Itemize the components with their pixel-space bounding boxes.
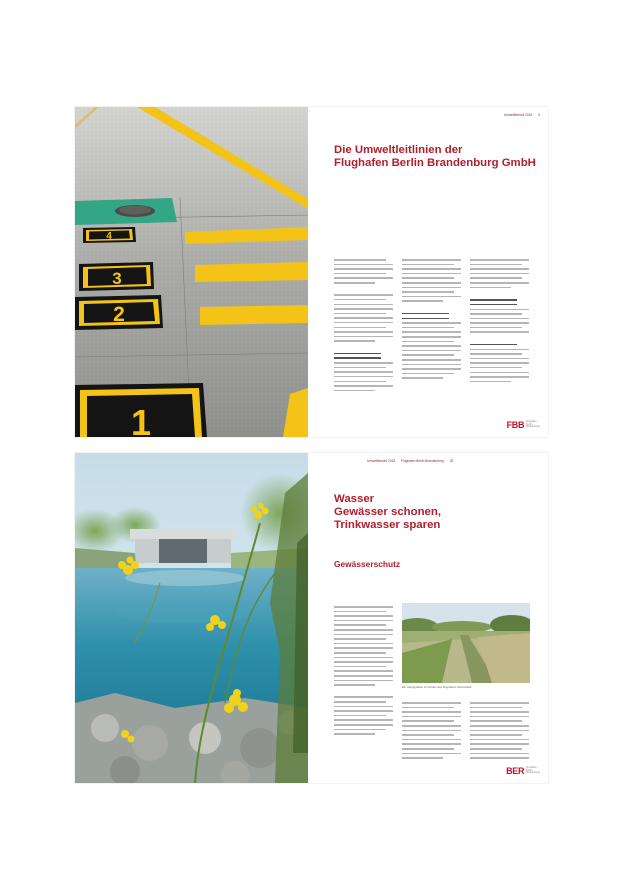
photo-caption: Ein Hauptgraben im Norden des Flughafens Schönefeld [402, 685, 472, 689]
title-line-3: Trinkwasser sparen [334, 519, 441, 532]
fbb-logo [507, 420, 540, 430]
page-title [334, 144, 544, 170]
logo-sub-3: Brandenburg [526, 771, 540, 775]
section-subhead: Gewässerschutz [334, 559, 401, 569]
svg-text:1: 1 [130, 402, 152, 437]
logo-subtitle [526, 767, 540, 775]
ber-logo [506, 766, 540, 776]
logo-sub-3: Brandenburg [526, 425, 540, 429]
spread-environment-guidelines [75, 107, 548, 437]
logo-sub-2: Berlin [526, 422, 533, 426]
runway-illustration [75, 107, 308, 437]
runway-photo [75, 107, 308, 437]
runway-sign-3 [79, 262, 154, 291]
running-head-label: Umweltbericht 2015 [367, 459, 396, 463]
svg-text:2: 2 [113, 303, 125, 326]
runway-sign-2 [75, 295, 163, 330]
logo-sub-1: Flughafen [526, 419, 537, 423]
text-column-1 [334, 603, 393, 738]
text-column-3 [470, 256, 529, 385]
logo-sub-1: Flughafen [526, 765, 537, 769]
river-illustration [75, 453, 308, 783]
svg-text:4: 4 [106, 231, 112, 242]
title-line-1: Wasser [334, 493, 375, 505]
logo-mark: FBB [506, 420, 525, 430]
page-number: 30 [449, 459, 454, 463]
field-photo [402, 603, 530, 683]
title-line-1: Die Umweltleitlinien der [334, 144, 463, 156]
text-column-2 [402, 699, 461, 762]
running-head [498, 113, 540, 117]
title-line-2: Flughafen Berlin Brandenburg GmbH [334, 157, 536, 170]
water-text-page [315, 453, 548, 783]
logo-sub-2: Berlin [526, 768, 533, 772]
spread-water [75, 453, 548, 783]
title-line-2: Gewässer schonen, [334, 506, 441, 519]
logo-subtitle [526, 421, 540, 429]
field-illustration [402, 603, 530, 683]
page-number: 5 [538, 113, 540, 117]
river-photo [75, 453, 308, 783]
guidelines-text-page [315, 107, 548, 437]
text-column-3 [470, 699, 529, 762]
svg-text:3: 3 [112, 269, 122, 288]
logo-mark: BER [506, 766, 525, 776]
runway-sign-1 [75, 383, 207, 437]
running-head-label: Umweltbericht 2015 [504, 113, 533, 117]
text-column-2 [402, 256, 461, 382]
text-column-1 [334, 256, 393, 394]
running-head-section: Flughafen Berlin Brandenburg [401, 459, 444, 463]
page-title [334, 493, 544, 532]
running-head [361, 459, 453, 463]
runway-sign-4 [83, 227, 136, 243]
